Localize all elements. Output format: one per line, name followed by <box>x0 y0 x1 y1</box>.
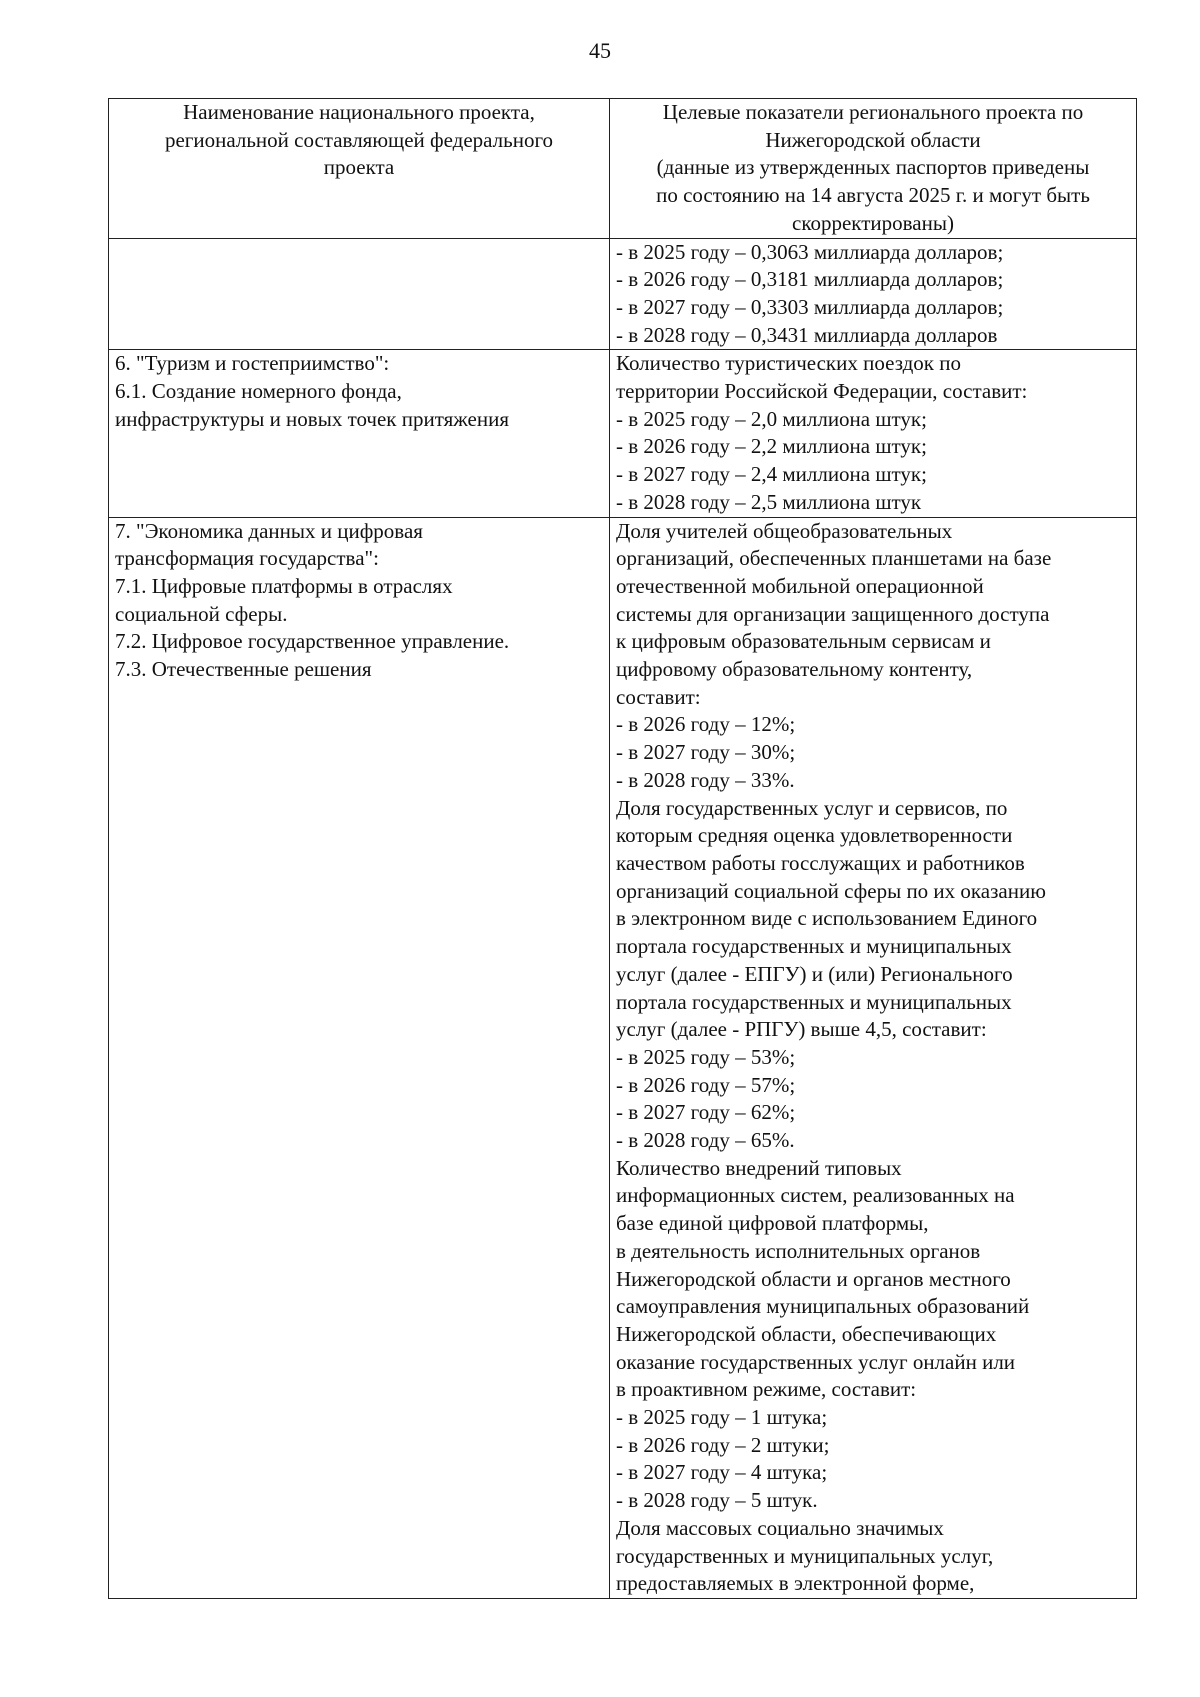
text-line: 6.1. Создание номерного фонда, <box>115 379 402 404</box>
table-row <box>109 238 1137 350</box>
header-target-indicators <box>610 99 1137 239</box>
text-line: базе единой цифровой платформы, <box>616 1211 929 1236</box>
text-line: к цифровым образовательным сервисам и <box>616 629 991 654</box>
text-line: Доля государственных услуг и сервисов, по <box>616 795 1008 820</box>
text-line: - в 2026 году – 2 штуки; <box>616 1432 830 1457</box>
text-line: социальной сферы. <box>115 601 288 626</box>
text-line: предоставляемых в электронной форме, <box>616 1571 975 1596</box>
text-line: - в 2026 году – 2,2 миллиона штук; <box>616 434 927 459</box>
indicators-cell <box>610 238 1137 350</box>
header-line: Наименование национального проекта, <box>183 100 535 124</box>
text-line: 7.3. Отечественные решения <box>115 657 372 682</box>
table-row <box>109 517 1137 1598</box>
text-line: которым средняя оценка удовлетворенности <box>616 823 1013 848</box>
text-line: организаций социальной сферы по их оказанию <box>616 878 1046 903</box>
text-line: системы для организации защищенного доступа <box>616 601 1050 626</box>
text-line: - в 2025 году – 2,0 миллиона штук; <box>616 406 927 431</box>
text-line: Количество туристических поездок по <box>616 351 961 376</box>
indicators-cell <box>610 517 1137 1598</box>
text-line: - в 2028 году – 0,3431 миллиарда долларов <box>616 322 998 347</box>
text-line: Доля учителей общеобразовательных <box>616 518 953 543</box>
text-line: отечественной мобильной операционной <box>616 573 984 598</box>
text-line: самоуправления муниципальных образований <box>616 1294 1030 1319</box>
header-line: проекта <box>323 155 395 180</box>
project-name-cell <box>109 350 610 517</box>
text-line: составит: <box>616 684 701 709</box>
text-line: - в 2027 году – 30%; <box>616 740 796 765</box>
table-header-row <box>109 99 1137 239</box>
text-line: Нижегородской области и органов местного <box>616 1266 1011 1291</box>
text-line: инфраструктуры и новых точек притяжения <box>115 406 509 431</box>
text-line: - в 2027 году – 0,3303 миллиарда долларов; <box>616 294 1004 319</box>
text-line: в деятельность исполнительных органов <box>616 1238 981 1263</box>
text-line: - в 2028 году – 5 штук. <box>616 1488 818 1513</box>
text-line: Доля массовых социально значимых <box>616 1515 944 1540</box>
table-row <box>109 350 1137 517</box>
text-line: - в 2027 году – 4 штука; <box>616 1460 828 1485</box>
text-line: государственных и муниципальных услуг, <box>616 1543 994 1568</box>
text-line: - в 2026 году – 57%; <box>616 1072 796 1097</box>
text-line: в электронном виде с использованием Единого <box>616 906 1038 931</box>
text-line: - в 2026 году – 0,3181 миллиарда долларов; <box>616 267 1004 292</box>
text-line: - в 2025 году – 1 штука; <box>616 1405 828 1430</box>
text-line: - в 2028 году – 33%. <box>616 767 795 792</box>
text-line: информационных систем, реализованных на <box>616 1183 1015 1208</box>
text-line: услуг (далее - ЕПГУ) и (или) Регионального <box>616 961 1013 986</box>
text-line: 6. "Туризм и гостеприимство": <box>115 351 390 376</box>
text-line: качеством работы госслужащих и работников <box>616 850 1025 875</box>
text-line: 7. "Экономика данных и цифровая <box>115 518 423 543</box>
indicators-table <box>108 98 1137 1599</box>
header-line: по состоянию на 14 августа 2025 г. и могут быть <box>656 183 1090 208</box>
text-line: Количество внедрений типовых <box>616 1155 902 1180</box>
header-line: (данные из утвержденных паспортов приведены <box>656 155 1090 180</box>
header-line: скорректированы) <box>792 210 954 235</box>
text-line: - в 2028 году – 65%. <box>616 1128 795 1153</box>
text-line: - в 2028 году – 2,5 миллиона штук <box>616 489 922 514</box>
header-project-name <box>109 99 610 239</box>
text-line: - в 2025 году – 0,3063 миллиарда долларов; <box>616 239 1004 264</box>
project-name-cell <box>109 517 610 1598</box>
header-line: Нижегородской области <box>765 127 981 152</box>
text-line: 7.1. Цифровые платформы в отраслях <box>115 573 453 598</box>
text-line: территории Российской Федерации, составит: <box>616 379 1028 404</box>
header-line: Целевые показатели регионального проекта по <box>662 100 1084 124</box>
text-line: 7.2. Цифровое государственное управление. <box>115 629 510 654</box>
text-line: портала государственных и муниципальных <box>616 989 1012 1014</box>
text-line: - в 2027 году – 62%; <box>616 1100 796 1125</box>
text-line: организаций, обеспеченных планшетами на базе <box>616 546 1052 571</box>
text-line: цифровому образовательному контенту, <box>616 657 973 682</box>
page-number: 45 <box>589 38 611 63</box>
text-line: Нижегородской области, обеспечивающих <box>616 1321 997 1346</box>
text-line: в проактивном режиме, составит: <box>616 1377 917 1402</box>
project-name-cell <box>109 238 610 350</box>
text-line: - в 2027 году – 2,4 миллиона штук; <box>616 462 927 487</box>
text-line: - в 2025 году – 53%; <box>616 1044 796 1069</box>
header-line: региональной составляющей федерального <box>164 127 554 152</box>
text-line: услуг (далее - РПГУ) выше 4,5, составит: <box>616 1017 987 1042</box>
text-line: - в 2026 году – 12%; <box>616 712 796 737</box>
text-line: портала государственных и муниципальных <box>616 934 1012 959</box>
text-line: трансформация государства": <box>115 546 379 571</box>
indicators-cell <box>610 350 1137 517</box>
text-line: оказание государственных услуг онлайн или <box>616 1349 1016 1374</box>
